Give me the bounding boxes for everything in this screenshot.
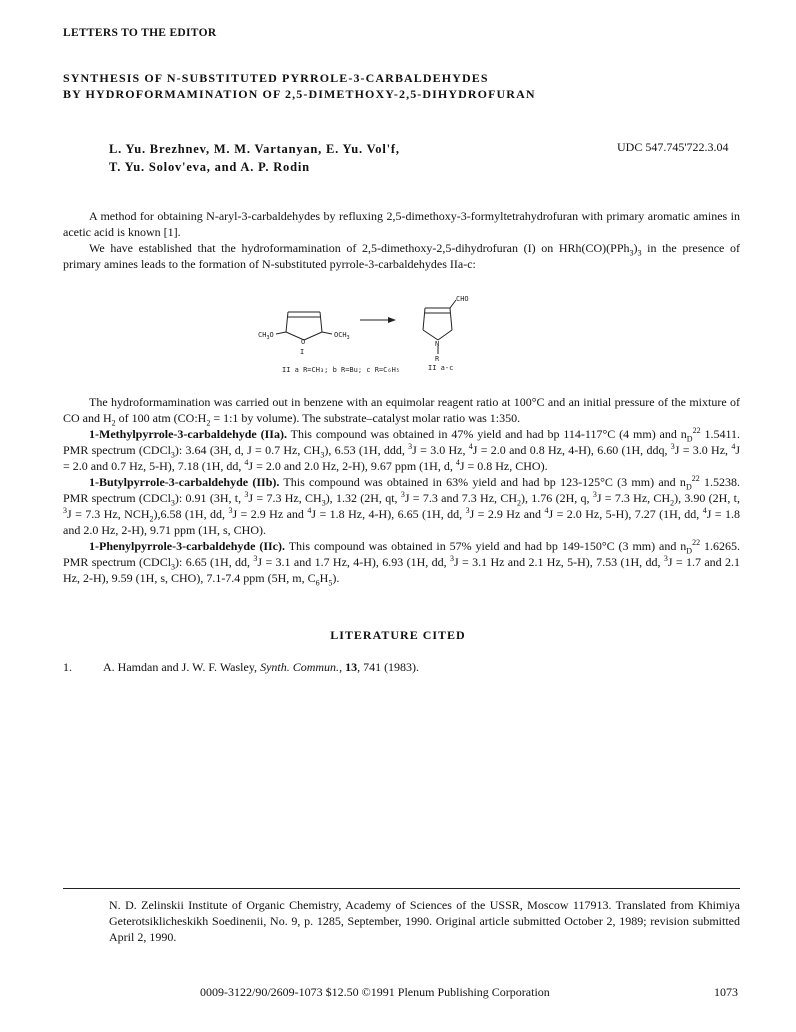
compound-iic-name: 1-Phenylpyrrole-3-carbaldehyde (IIc). (89, 539, 286, 553)
compound-iia-name: 1-Methylpyrrole-3-carbaldehyde (IIa). (89, 427, 287, 441)
reaction-scheme (220, 290, 520, 390)
affiliation-footnote: N. D. Zelinskii Institute of Organic Chemistry, Academy of Sciences of the USSR, Moscow 117913. Translated from Khimiya Geterotsiklicheskikh Soedinenii, No. 9, p. 1285, September, 1990. Original article submitted October 2, 1989; revision submitted April 2, 1990. (109, 898, 740, 944)
scheme-label-ii: II a-c (428, 364, 454, 372)
title-line-1: SYNTHESIS OF N-SUBSTITUTED PYRROLE-3-CARBALDEHYDES (63, 71, 489, 85)
title-line-2: BY HYDROFORMAMINATION OF 2,5-DIMETHOXY-2,5-DIHYDROFURAN (63, 87, 536, 101)
scheme-cho-group: CHO (456, 295, 469, 303)
section-label: LETTERS TO THE EDITOR (63, 27, 217, 39)
reaction-arrow-head (388, 317, 396, 323)
intro-paragraph-1: A method for obtaining N-aryl-3-carbaldehydes by refluxing 2,5-dimethoxy-3-formyltetrahydrofuran with primary aromatic amines in acetic acid is known [1]. (63, 209, 740, 239)
scheme-caption: II a R=CH₃; b R=Bu; c R=C₆H₅ (282, 366, 401, 374)
reference-item: 1. A. Hamdan and J. W. F. Wasley, Synth. Commun., 13, 741 (1983). (63, 660, 420, 674)
footnote-divider (63, 888, 740, 889)
authors-line-2: T. Yu. Solov'eva, and A. P. Rodin (109, 160, 310, 174)
publication-footer: 0009-3122/90/2609-1073 $12.50 ©1991 Plenum Publishing Corporation (200, 985, 550, 999)
results-section (63, 394, 740, 586)
reference-volume: 13 (345, 660, 358, 674)
scheme-left-substituent-2: $OCH_3$ (334, 331, 350, 341)
reference-number: 1. (63, 660, 72, 674)
scheme-left-substituent-1: $CH_3O$ (258, 331, 274, 341)
article-title (63, 70, 536, 102)
udc-code: UDC 547.745'722.3.04 (617, 140, 729, 154)
scheme-label-i: I (300, 348, 305, 356)
compound-iic-paragraph: 1-Phenylpyrrole-3-carbaldehyde (IIc). This compound was obtained in 57% yield and had bp 149-150°C (3 mm) and $n_D^{22}$ 1.6265. PMR spectrum (CDCl$_3$): 6.65 (1H, dd, $^3$J = 3.1 and 1.7 Hz, 4-H), 6.93 (1H, dd, $^3$J = 3.1 Hz and 2.1 Hz, 5-H), 7.53 (1H, dd, $^3$J = 1.7 and 2.1 Hz, 2-H), 9.59 (1H, s, CHO), 7.1-7.4 ppm (5H, m, $C_6H_5$). (63, 538, 741, 588)
reference-journal: Synth. Commun. (260, 660, 340, 674)
compound-iib-paragraph: 1-Butylpyrrole-3-carbaldehyde (IIb). This compound was obtained in 63% yield and had bp 123-125°C (3 mm) and $n_D^{22}$ 1.5238. PMR spectrum (CDCl$_3$): 0.91 (3H, t, $^3$J = 7.3 Hz, $CH_3$), 1.32 (2H, qt, $^3$J = 7.3 and 7.3 Hz, $CH_2$), 1.76 (2H, q, $^3$J = 7.3 Hz, $CH_2$), 3.90 (2H, t, $^3$J = 7.3 Hz, $NCH_2),6.58$ (1H, dd, $^3$J = 2.9 Hz and $^4$J = 1.8 Hz, 4-H), 6.65 (1H, dd, $^3$J = 2.9 Hz and $^4$J = 2.0 Hz, 5-H), 7.27 (1H, dd, $^4$J = 1.8 and 2.0 Hz, 2-H), 9.71 ppm (1H, s, CHO). (63, 474, 741, 537)
scheme-r-group: R (435, 355, 440, 363)
compound-iia-paragraph: 1-Methylpyrrole-3-carbaldehyde (IIa). This compound was obtained in 47% yield and had bp 114-117°C (4 mm) and $n_D^{22}$ 1.5411. PMR spectrum (CDCl$_3$): 3.64 (3H, d, J = 0.7 Hz, $CH_3$), 6.53 (1H, ddd, $^3$J = 3.0 Hz, $^4$J = 2.0 and 0.8 Hz, 4-H), 6.60 (1H, ddq, $^3$J = 3.0 Hz, $^4$J = 2.0 and 0.7 Hz, 5-H), 7.18 (1H, dd, $^4$J = 2.0 and 2.0 Hz, 2-H), 9.67 ppm (1H, d, $^4$J = 0.8 Hz, CHO). (63, 426, 741, 473)
authors-line-1: L. Yu. Brezhnev, M. M. Vartanyan, E. Yu. Vol'f, (109, 142, 400, 156)
scheme-nitrogen: N (435, 340, 440, 348)
intro-section (63, 208, 740, 272)
scheme-ring-oxygen: O (301, 338, 306, 346)
intro-paragraph-2: We have established that the hydroformamination of 2,5-dimethoxy-2,5-dihydrofuran (I) on $HRh(CO)(PPh_3)_3$ in the presence of primary amines leads to the formation of N-substituted pyrrole-3-carbaldehydes IIa-c: (63, 241, 740, 271)
page-number: 1073 (714, 985, 738, 999)
author-list (109, 140, 400, 176)
compound-iib-name: 1-Butylpyrrole-3-carbaldehyde (IIb). (89, 475, 280, 489)
literature-heading: LITERATURE CITED (330, 628, 466, 642)
conditions-paragraph: The hydroformamination was carried out in benzene with an equimolar reagent ratio at 100°C and an initial pressure of the mixture of CO and $H_2$ of 100 atm ($CO:H_2$ = 1:1 by volume). The substrate–catalyst molar ratio was 1:350. (63, 395, 740, 428)
reference-authors: A. Hamdan and J. W. F. Wasley, (103, 660, 261, 674)
